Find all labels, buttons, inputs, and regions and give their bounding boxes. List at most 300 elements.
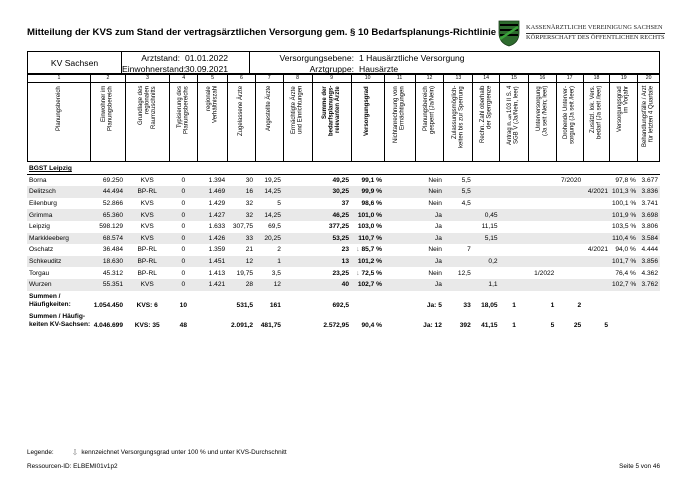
cell-vg: 101,2 %: [351, 256, 384, 268]
cell-unter: [528, 186, 556, 198]
cell-gesp: Nein: [415, 186, 444, 198]
cell-nicht: [384, 221, 415, 233]
cell-erm: [283, 198, 312, 210]
table-row: [27, 233, 660, 245]
cell-nicht: [384, 267, 415, 279]
data-table: [27, 163, 660, 331]
cell-ang: 14,25: [255, 209, 283, 221]
column-header-cell: [198, 83, 228, 162]
cell-erm: [283, 221, 312, 233]
cell-typ: 0: [181, 200, 186, 208]
einwohnerstand-value: 30.09.2021: [185, 63, 229, 74]
column-header-cell: [351, 83, 384, 162]
sum-cell-zul: 33: [463, 301, 471, 309]
cell-vg: 98,6 %: [361, 200, 383, 208]
cell-rech: 5,15: [473, 233, 500, 245]
column-header-label: Zulassungsmöglich- keiten bis zur Sperrung: [451, 86, 465, 148]
cell-zug: 28: [227, 279, 255, 291]
column-header-label: Nichtanrechnung von Ermächtigungen: [393, 86, 406, 143]
cell-vg: 99,1 %: [361, 177, 383, 185]
cell-antrag: [500, 198, 529, 210]
cell-vz: 1.426: [197, 233, 227, 245]
sum-cell-nicht: [384, 291, 415, 311]
column-header-cell: [227, 83, 255, 162]
column-header-label: regionale Verhältniszahl: [205, 86, 219, 124]
cell-nicht: [384, 186, 415, 198]
cell-nicht: [384, 244, 415, 256]
column-number-19: 19: [610, 75, 638, 83]
cell-zus: [583, 198, 610, 210]
cell-bf: 3.806: [641, 223, 658, 231]
cell-zug: 16: [227, 186, 255, 198]
cell-sum: 23: [341, 246, 350, 254]
sum-cell-sum: 2.572,95: [323, 321, 350, 329]
cell-unter: [528, 256, 556, 268]
column-header-label: Zugelassene Ärzte: [238, 86, 245, 137]
column-header-cell: [125, 83, 169, 162]
column-number-1: 1: [28, 75, 91, 83]
cell-nicht: [384, 175, 415, 187]
page-footer: [27, 463, 660, 470]
sum-cell-sum: 692,5: [332, 301, 350, 309]
column-header-label: Grundlage des regionalen Raumzuschnitts: [137, 86, 157, 129]
cell-zus: [583, 233, 610, 245]
column-number-8: 8: [283, 75, 312, 83]
cell-gesp: Nein: [428, 269, 442, 277]
cell-ew: 68.574: [90, 233, 125, 245]
column-number-3: 3: [125, 75, 169, 83]
sum-cell-typ: 10: [179, 301, 187, 309]
sum-cell-zus: [583, 291, 610, 311]
legend-text: kennzeichnet Versorgungsgrad unter 100 % und unter KVS-Durchschnitt: [81, 449, 287, 456]
sum-cell-label: Summen / Häufigkeiten:: [29, 292, 71, 308]
cell-zus: [583, 209, 610, 221]
cell-rech: [473, 244, 500, 256]
cell-antrag: [500, 175, 529, 187]
cell-vj: 101,3 %: [610, 186, 638, 198]
cell-unter: [528, 279, 556, 291]
cell-zul: 5,5: [461, 177, 471, 185]
cell-erm: [283, 267, 312, 279]
cell-gr: KVS: [125, 209, 169, 221]
cell-nicht: [384, 279, 415, 291]
cell-ew: 36.484: [102, 246, 124, 254]
sum-cell-rech: 41,15: [481, 321, 498, 329]
cell-droh: [556, 186, 583, 198]
cell-rech: 11,15: [481, 223, 498, 231]
cell-gr: BP-RL: [137, 269, 157, 277]
cell-droh: 7/2020: [561, 177, 582, 185]
cell-gr: KVS: [125, 279, 169, 291]
column-header-label: Behandlungsfälle / Arzt für letzten 4 Quartale: [642, 86, 655, 148]
sum-cell-zug: 531,5: [236, 301, 254, 309]
cell-antrag: [500, 256, 529, 268]
cell-gr: KVS: [140, 200, 154, 208]
cell-vz: 1.469: [197, 186, 227, 198]
cell-zus: [583, 279, 610, 291]
cell-zus: [583, 175, 610, 187]
cell-ang: 1: [255, 256, 283, 268]
column-header-cell: [444, 83, 473, 162]
cell-ew: 55.351: [90, 279, 125, 291]
cell-vz: 1.394: [208, 177, 226, 185]
cell-vg: 101,0 %: [351, 209, 384, 221]
cell-zus: [583, 256, 610, 268]
cell-erm: [283, 244, 312, 256]
column-header-row: [28, 83, 660, 162]
cell-zul: 7: [467, 246, 471, 254]
logo-line2: KÖRPERSCHAFT DES ÖFFENTLICHEN RECHTS: [526, 34, 665, 41]
column-header-label: Typisierung des Planungsbereichs: [177, 86, 190, 134]
sum-cell-zus: 5: [604, 321, 608, 329]
cell-gr: BP-RL: [125, 256, 169, 268]
column-header-label: Versorgungsgrad im Vorjahr: [617, 86, 630, 132]
cell-vz: 1.421: [197, 279, 227, 291]
column-number-13: 13: [444, 75, 473, 83]
cell-nicht: [384, 233, 415, 245]
column-number-row: [28, 75, 660, 83]
cell-ew: 52.866: [102, 200, 124, 208]
column-number-9: 9: [312, 75, 351, 83]
cell-typ: 0: [169, 209, 197, 221]
column-number-5: 5: [198, 75, 228, 83]
sum-cell-ew: 1.054.450: [93, 301, 124, 309]
einwohnerstand-label: Einwohnerstand:: [122, 63, 187, 74]
sum-cell-vg: [351, 291, 384, 311]
cell-ang: 12: [255, 279, 283, 291]
cell-antrag: [500, 209, 529, 221]
sum-cell-bf: [638, 311, 660, 331]
cell-zug: 32: [227, 209, 255, 221]
logo-line1: KASSENÄRZTLICHE VEREINIGUNG SACHSEN: [526, 24, 665, 34]
cell-erm: [283, 279, 312, 291]
page-number: Seite 5 von 46: [619, 463, 660, 470]
column-number-17: 17: [556, 75, 583, 83]
versorgungsebene-value: 1 Hausärztliche Versorgung: [359, 53, 465, 63]
column-header-label: Planungsbereich: [55, 86, 62, 131]
cell-vj: 94,0 %: [615, 246, 636, 254]
arztstand-label: Arztstand:: [141, 53, 180, 63]
cell-ang: 14,25: [255, 186, 283, 198]
legend-label: Legende:: [27, 449, 54, 456]
cell-typ: 0: [181, 177, 186, 185]
cell-antrag: [500, 221, 529, 233]
column-number-14: 14: [473, 75, 500, 83]
cell-vz: 1.633: [208, 223, 226, 231]
sum-cell-gr: KVS: 6: [136, 301, 158, 309]
cell-unter: [528, 233, 556, 245]
cell-unter: [528, 221, 556, 233]
cell-name: Grimma: [27, 209, 90, 221]
cell-zus: 4/2021: [587, 246, 608, 254]
cell-vj: 102,7 %: [610, 279, 638, 291]
cell-sum: 377,25: [328, 223, 350, 231]
sum-cell-droh: 25: [573, 321, 582, 329]
column-header-label: Ermächtigte Ärzte und Einrichtungen: [290, 86, 304, 135]
column-header-label: Planungsbereich gesperrt (Ja/Nein): [422, 86, 436, 135]
cell-zug: 307,75: [232, 223, 254, 231]
cell-ang: 19,25: [264, 177, 281, 185]
cell-gesp: Nein: [428, 246, 442, 254]
cell-ew: 598.129: [99, 223, 124, 231]
sum-cell-antrag: 1: [512, 301, 516, 309]
cell-typ: 0: [181, 246, 186, 254]
logo-text: [526, 24, 665, 42]
column-header-label: Zusätzl. lok. Vers. bedarf (Ja seit /leer): [589, 86, 603, 140]
cell-gr: BP-RL: [125, 186, 169, 198]
cell-zus: 4/2021: [583, 186, 610, 198]
kv-name-box: [27, 51, 122, 74]
cell-vz: 1.451: [197, 256, 227, 268]
cell-sum: 30,25: [312, 186, 351, 198]
sum-cell-vj: [610, 291, 638, 311]
cell-ang: 5: [277, 200, 281, 208]
cell-name: Schkeuditz: [27, 256, 90, 268]
table-row: [27, 175, 660, 187]
column-header-cell: [473, 83, 500, 162]
sum-cell-unter: 5: [550, 321, 555, 329]
cell-name: Leipzig: [29, 223, 50, 231]
cell-bf: 4.362: [641, 269, 658, 277]
column-header-cell: [415, 83, 444, 162]
cell-name: Oschatz: [29, 246, 54, 254]
column-number-4: 4: [170, 75, 198, 83]
column-number-7: 7: [255, 75, 283, 83]
sum-cell-vg: 90,4 %: [361, 321, 383, 329]
down-arrow-icon: ↓: [356, 269, 360, 277]
cell-antrag: [500, 279, 529, 291]
column-header-label: Angestellte Ärzte: [265, 86, 272, 132]
column-header-table: [27, 74, 660, 162]
cell-zul: [444, 233, 473, 245]
sum-cell-droh: 2: [577, 301, 582, 309]
cell-erm: [283, 209, 312, 221]
column-number-12: 12: [415, 75, 444, 83]
column-number-2: 2: [90, 75, 125, 83]
cell-bf: 4.444: [641, 246, 658, 254]
column-header-label: Summe der bedarfsplanungs- relevanten Ärzte: [321, 86, 341, 137]
arztgruppe-value: Hausärzte: [359, 63, 399, 74]
cell-name: Delitzsch: [27, 186, 90, 198]
cell-vg: 103,0 %: [357, 223, 383, 231]
cell-droh: [556, 198, 583, 210]
cell-vz: 1.413: [208, 269, 226, 277]
cell-zug: 21: [245, 246, 254, 254]
resource-id: Ressourcen-ID: ELBEMI01v1p2: [27, 463, 118, 470]
cell-typ: 0: [181, 269, 186, 277]
cell-typ: 0: [181, 223, 186, 231]
table-row: [27, 198, 660, 210]
cell-erm: [283, 256, 312, 268]
sum-cell-rech: 18,05: [481, 301, 498, 309]
cell-antrag: [500, 233, 529, 245]
cell-gesp: Ja: [415, 233, 444, 245]
cell-vz: 1.359: [208, 246, 226, 254]
sum-cell-ew: 4.046.699: [93, 321, 124, 329]
cell-sum: 37: [341, 200, 350, 208]
cell-gesp: Ja: [415, 256, 444, 268]
table-row: [27, 221, 660, 233]
cell-sum: 23,25: [332, 269, 350, 277]
group-summary-row: [27, 291, 660, 311]
sum-cell-gesp: Ja: 5: [426, 301, 442, 309]
cell-ew: 18.630: [90, 256, 125, 268]
cell-rech: [473, 186, 500, 198]
column-header-cell: [28, 83, 91, 162]
cell-gr: KVS: [140, 223, 154, 231]
cell-droh: [556, 256, 583, 268]
sum-cell-bf: [638, 291, 660, 311]
cell-unter: [528, 198, 556, 210]
cell-nicht: [384, 256, 415, 268]
sum-cell-typ: 48: [179, 321, 187, 329]
column-header-cell: [312, 83, 351, 162]
down-arrow-icon: ⇩: [71, 448, 79, 457]
cell-zus: [583, 267, 610, 279]
cell-typ: 0: [169, 279, 197, 291]
cell-vj: 110,4 %: [610, 233, 638, 245]
column-header-cell: [528, 83, 556, 162]
column-header-cell: [283, 83, 312, 162]
cell-zus: [583, 221, 610, 233]
cell-zul: [444, 256, 473, 268]
cell-zug: 12: [227, 256, 255, 268]
cell-ew: 65.360: [90, 209, 125, 221]
cell-rech: 1,1: [473, 279, 500, 291]
cell-vj: 101,9 %: [610, 209, 638, 221]
cell-rech: 0,45: [473, 209, 500, 221]
cell-gr: KVS: [125, 233, 169, 245]
sum-cell-zul: 392: [459, 321, 471, 329]
cell-bf: 3.698: [638, 209, 660, 221]
cell-vj: 97,8 %: [615, 177, 636, 185]
versorgungsebene-label: Versorgungsebene:: [279, 53, 354, 63]
column-header-label: Antrag n. §103 II S. 4 SGB V (Ja/Nein, leer): [507, 86, 521, 146]
column-number-10: 10: [351, 75, 384, 83]
sum-cell-vz: [197, 291, 227, 311]
sum-cell-vz: [197, 311, 227, 331]
cell-unter: [528, 209, 556, 221]
cell-bf: 3.741: [641, 200, 658, 208]
stand-box: [122, 51, 250, 74]
cell-vj: 103,5 %: [612, 223, 637, 231]
column-number-20: 20: [638, 75, 660, 83]
sum-cell-ang: 161: [269, 301, 281, 309]
cell-ew: 44.494: [90, 186, 125, 198]
cell-antrag: [500, 186, 529, 198]
cell-droh: [556, 279, 583, 291]
column-header-cell: [90, 83, 125, 162]
cell-rech: [473, 175, 500, 187]
cell-sum: 13: [312, 256, 351, 268]
cell-nicht: [384, 209, 415, 221]
cell-ang: 3,5: [271, 269, 281, 277]
cell-droh: [556, 233, 583, 245]
cell-bf: 3.584: [638, 233, 660, 245]
cell-unter: [528, 244, 556, 256]
cell-erm: [283, 175, 312, 187]
cell-erm: [283, 233, 312, 245]
column-number-15: 15: [500, 75, 529, 83]
cell-bf: 3.762: [638, 279, 660, 291]
cell-zul: 4,5: [461, 200, 471, 208]
sum-cell-vj: [610, 311, 638, 331]
saxony-coat-of-arms-icon: [497, 19, 521, 47]
column-header-cell: [170, 83, 198, 162]
cell-vg: ↓ 72,5 %: [351, 267, 384, 279]
sum-cell-zug: 2.091,2: [231, 321, 254, 329]
cell-gesp: Nein: [428, 200, 442, 208]
cell-antrag: [500, 267, 529, 279]
cell-gesp: Ja: [434, 223, 442, 231]
cell-rech: [473, 267, 500, 279]
arztgruppe-label: Arztgruppe:: [309, 63, 354, 74]
column-header-cell: [638, 83, 660, 162]
column-header-cell: [384, 83, 415, 162]
cell-erm: [283, 186, 312, 198]
cell-zul: 5,5: [444, 186, 473, 198]
kvs-logo: [497, 18, 677, 48]
cell-sum: 46,25: [312, 209, 351, 221]
cell-zug: 32: [245, 200, 254, 208]
arztstand-value: 01.01.2022: [185, 53, 229, 63]
cell-antrag: [500, 244, 529, 256]
cell-sum: 40: [312, 279, 351, 291]
group-name: BGST Leipzig: [27, 163, 660, 175]
cell-bf: 3.677: [641, 177, 658, 185]
cell-gr: BP-RL: [137, 246, 157, 254]
cell-vg: 110,7 %: [351, 233, 384, 245]
column-number-18: 18: [583, 75, 610, 83]
cell-vj: 101,7 %: [610, 256, 638, 268]
cell-zug: 30: [245, 177, 254, 185]
cell-rech: [473, 198, 500, 210]
table-row: [27, 267, 660, 279]
cell-name: Wurzen: [27, 279, 90, 291]
cell-zug: 33: [227, 233, 255, 245]
cell-zul: [444, 209, 473, 221]
cell-sum: 49,25: [332, 177, 350, 185]
cell-ang: 20,25: [255, 233, 283, 245]
cell-vz: 1.427: [197, 209, 227, 221]
table-row: [27, 209, 660, 221]
kv-summary-row: [27, 311, 660, 331]
column-header-label: Unterversorgung (Ja seit /Nein; leer): [535, 86, 549, 137]
cell-zul: 12,5: [457, 269, 471, 277]
sum-cell-nicht: [384, 311, 415, 331]
versorgung-box: [250, 51, 660, 74]
column-header-cell: [583, 83, 610, 162]
cell-vg: 99,9 %: [351, 186, 384, 198]
group-row: [27, 163, 660, 175]
cell-vg: ↓ 85,7 %: [351, 244, 384, 256]
column-header-cell: [610, 83, 638, 162]
cell-ew: 45.312: [102, 269, 124, 277]
cell-gesp: Nein: [428, 177, 442, 185]
cell-gr: KVS: [140, 177, 154, 185]
cell-name: Markkleeberg: [27, 233, 90, 245]
sum-cell-label: Summen / Häufig- keiten KV-Sachsen:: [29, 312, 91, 328]
column-header-cell: [500, 83, 529, 162]
cell-droh: [556, 209, 583, 221]
cell-unter: [528, 175, 556, 187]
cell-typ: 0: [169, 256, 197, 268]
cell-zul: [444, 221, 473, 233]
cell-ew: 69.250: [102, 177, 124, 185]
column-number-16: 16: [528, 75, 556, 83]
cell-nicht: [384, 198, 415, 210]
column-header-cell: [556, 83, 583, 162]
